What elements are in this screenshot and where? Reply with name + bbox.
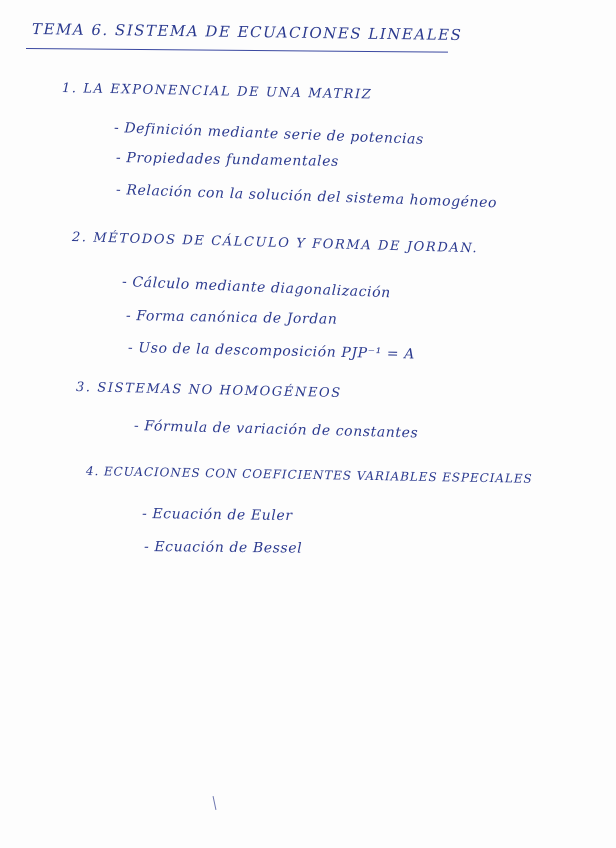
section-3-item-1: - Fórmula de variación de constantes <box>133 418 419 442</box>
section-2-item-3: - Uso de la descomposición PJP⁻¹ = A <box>127 340 416 363</box>
section-1-item-3: - Relación con la solución del sistema homogéneo <box>115 182 498 212</box>
section-2-item-2: - Forma canónica de Jordan <box>125 308 338 328</box>
stray-pen-mark <box>213 796 217 810</box>
section-4-item-1: - Ecuación de Euler <box>141 506 293 525</box>
section-2-heading: 2. MÉTODOS DE CÁLCULO Y FORMA DE JORDAN. <box>71 230 479 257</box>
section-1-item-1: - Definición mediante serie de potencias <box>113 120 425 148</box>
section-4-item-2: - Ecuación de Bessel <box>143 539 303 557</box>
page-title: TEMA 6. SISTEMA DE ECUACIONES LINEALES <box>31 20 463 45</box>
section-2-item-1: - Cálculo mediante diagonalización <box>121 274 392 302</box>
section-1-heading: 1. LA EXPONENCIAL DE UNA MATRIZ <box>61 81 373 103</box>
section-4-heading: 4. ECUACIONES CON COEFICIENTES VARIABLES ESPECIALES <box>85 464 533 486</box>
title-underline <box>26 48 448 53</box>
section-3-heading: 3. SISTEMAS NO HOMOGÉNEOS <box>75 380 342 402</box>
section-1-item-2: - Propiedades fundamentales <box>115 150 339 170</box>
